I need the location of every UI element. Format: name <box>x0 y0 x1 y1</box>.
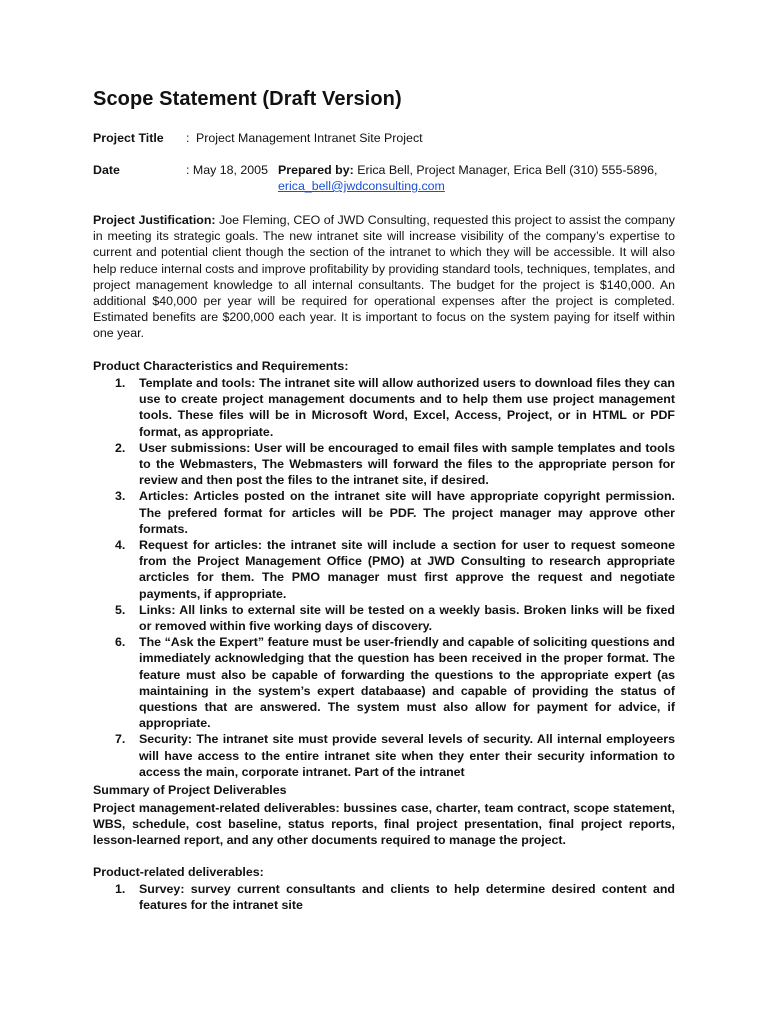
list-number: 1. <box>115 882 126 896</box>
prepared-by-value: Erica Bell, Project Manager, Erica Bell (310) 555-5896, <box>353 163 658 177</box>
list-number: 5. <box>115 602 126 617</box>
list-text: User submissions: User will be encouraged to email files with sample templates and tools to the Webmasters, The Webmasters will forward the files to the appropriate person for review and then post the files to the intranet site, if desired. <box>139 440 675 488</box>
project-title-value: Project Management Intranet Site Project <box>196 131 423 145</box>
requirements-list <box>93 375 675 780</box>
project-justification <box>93 212 675 342</box>
list-item <box>93 488 675 537</box>
list-item <box>93 731 675 780</box>
justification-text: Joe Fleming, CEO of JWD Consulting, requested this project to assist the company in meeting its strategic goals. The new intranet site will increase visibility of the company’s expertise to current and potential client though the section of the intranet to which they will be accessible. It will also help reduce internal costs and improve profitability by providing standard tools, techniques, templates, and project management knowledge to all internal consultants. The budget for the project is $140,000. An additional $40,000 per year will be required for operational expenses after the project is completed. Estimated benefits are $200,000 each year. It is important to focus on the system paying for itself within one year. <box>93 213 676 341</box>
list-text: Template and tools: The intranet site will allow authorized users to download files they can use to create project management documents and to help them use project management tools. These files will be in Microsoft Word, Excel, Access, Project, or in HTML or PDF format, as appropriate. <box>139 376 675 439</box>
page-title: Scope Statement (Draft Version) <box>93 88 402 110</box>
list-text: Request for articles: the intranet site will include a section for user to request someone from the Project Management Office (PMO) at JWD Consulting to research appropriate arcticles for them. The PMO manager must first approve the request and negotiate payments, if appropriate. <box>139 538 675 601</box>
list-number: 7. <box>115 732 126 747</box>
list-text: Links: All links to external site will be tested on a weekly basis. Broken links will be fixed or removed within five working days of discovery. <box>139 602 675 634</box>
list-text: The “Ask the Expert” feature must be user-friendly and capable of soliciting questions and immediately acknowledging that the question has been received in the proper format. The feature must also be capable of forwarding the questions to the appropriate expert (as maintaining in the system’s expert databaase) and capable of providing the status of questions that are answered. The system must also allow for payment for advice, if appropriate. <box>139 635 675 731</box>
summary-heading: Summary of Project Deliverables <box>93 783 287 797</box>
product-deliverables-list <box>93 881 675 913</box>
list-number: 2. <box>115 440 126 455</box>
list-item <box>93 602 675 634</box>
product-characteristics-heading: Product Characteristics and Requirements: <box>93 359 349 373</box>
project-title-colon: : <box>186 131 190 145</box>
list-number: 3. <box>115 489 126 504</box>
list-text: Security: The intranet site must provide several levels of security. All internal employeers will have access to the entire intranet site when they enter their security information to access the main, corporate intranet. Part of the intranet <box>139 732 675 779</box>
list-number: 4. <box>115 538 126 553</box>
date-label: Date <box>93 163 120 177</box>
date-value: : May 18, 2005 <box>186 163 268 177</box>
list-item <box>93 440 675 489</box>
justification-label: Project Justification: <box>93 213 216 227</box>
pm-deliverables: Project management-related deliverables: bussines case, charter, team contract, scope statement, WBS, schedule, cost baseline, status reports, final project presentation, final project reports, lesson-learned report, and any other documents required to manage the project. <box>93 801 675 848</box>
project-title-label: Project Title <box>93 131 164 145</box>
list-number: 6. <box>115 635 126 650</box>
list-item <box>93 375 675 440</box>
list-item <box>93 537 675 602</box>
email-link[interactable]: erica_bell@jwdconsulting.com <box>278 179 445 193</box>
product-deliverables-heading: Product-related deliverables: <box>93 865 264 879</box>
prepared-by-label: Prepared by: <box>278 163 354 177</box>
list-text: Articles: Articles posted on the intranet site will have appropriate copyright permission. The prefered format for articles will be PDF. The project manager may approve other formats. <box>139 489 675 536</box>
list-text: Survey: survey current consultants and clients to help determine desired content and features for the intranet site <box>139 882 675 913</box>
prepared-by <box>278 163 657 177</box>
list-item <box>93 881 675 913</box>
list-item <box>93 634 675 731</box>
list-number: 1. <box>115 376 126 390</box>
